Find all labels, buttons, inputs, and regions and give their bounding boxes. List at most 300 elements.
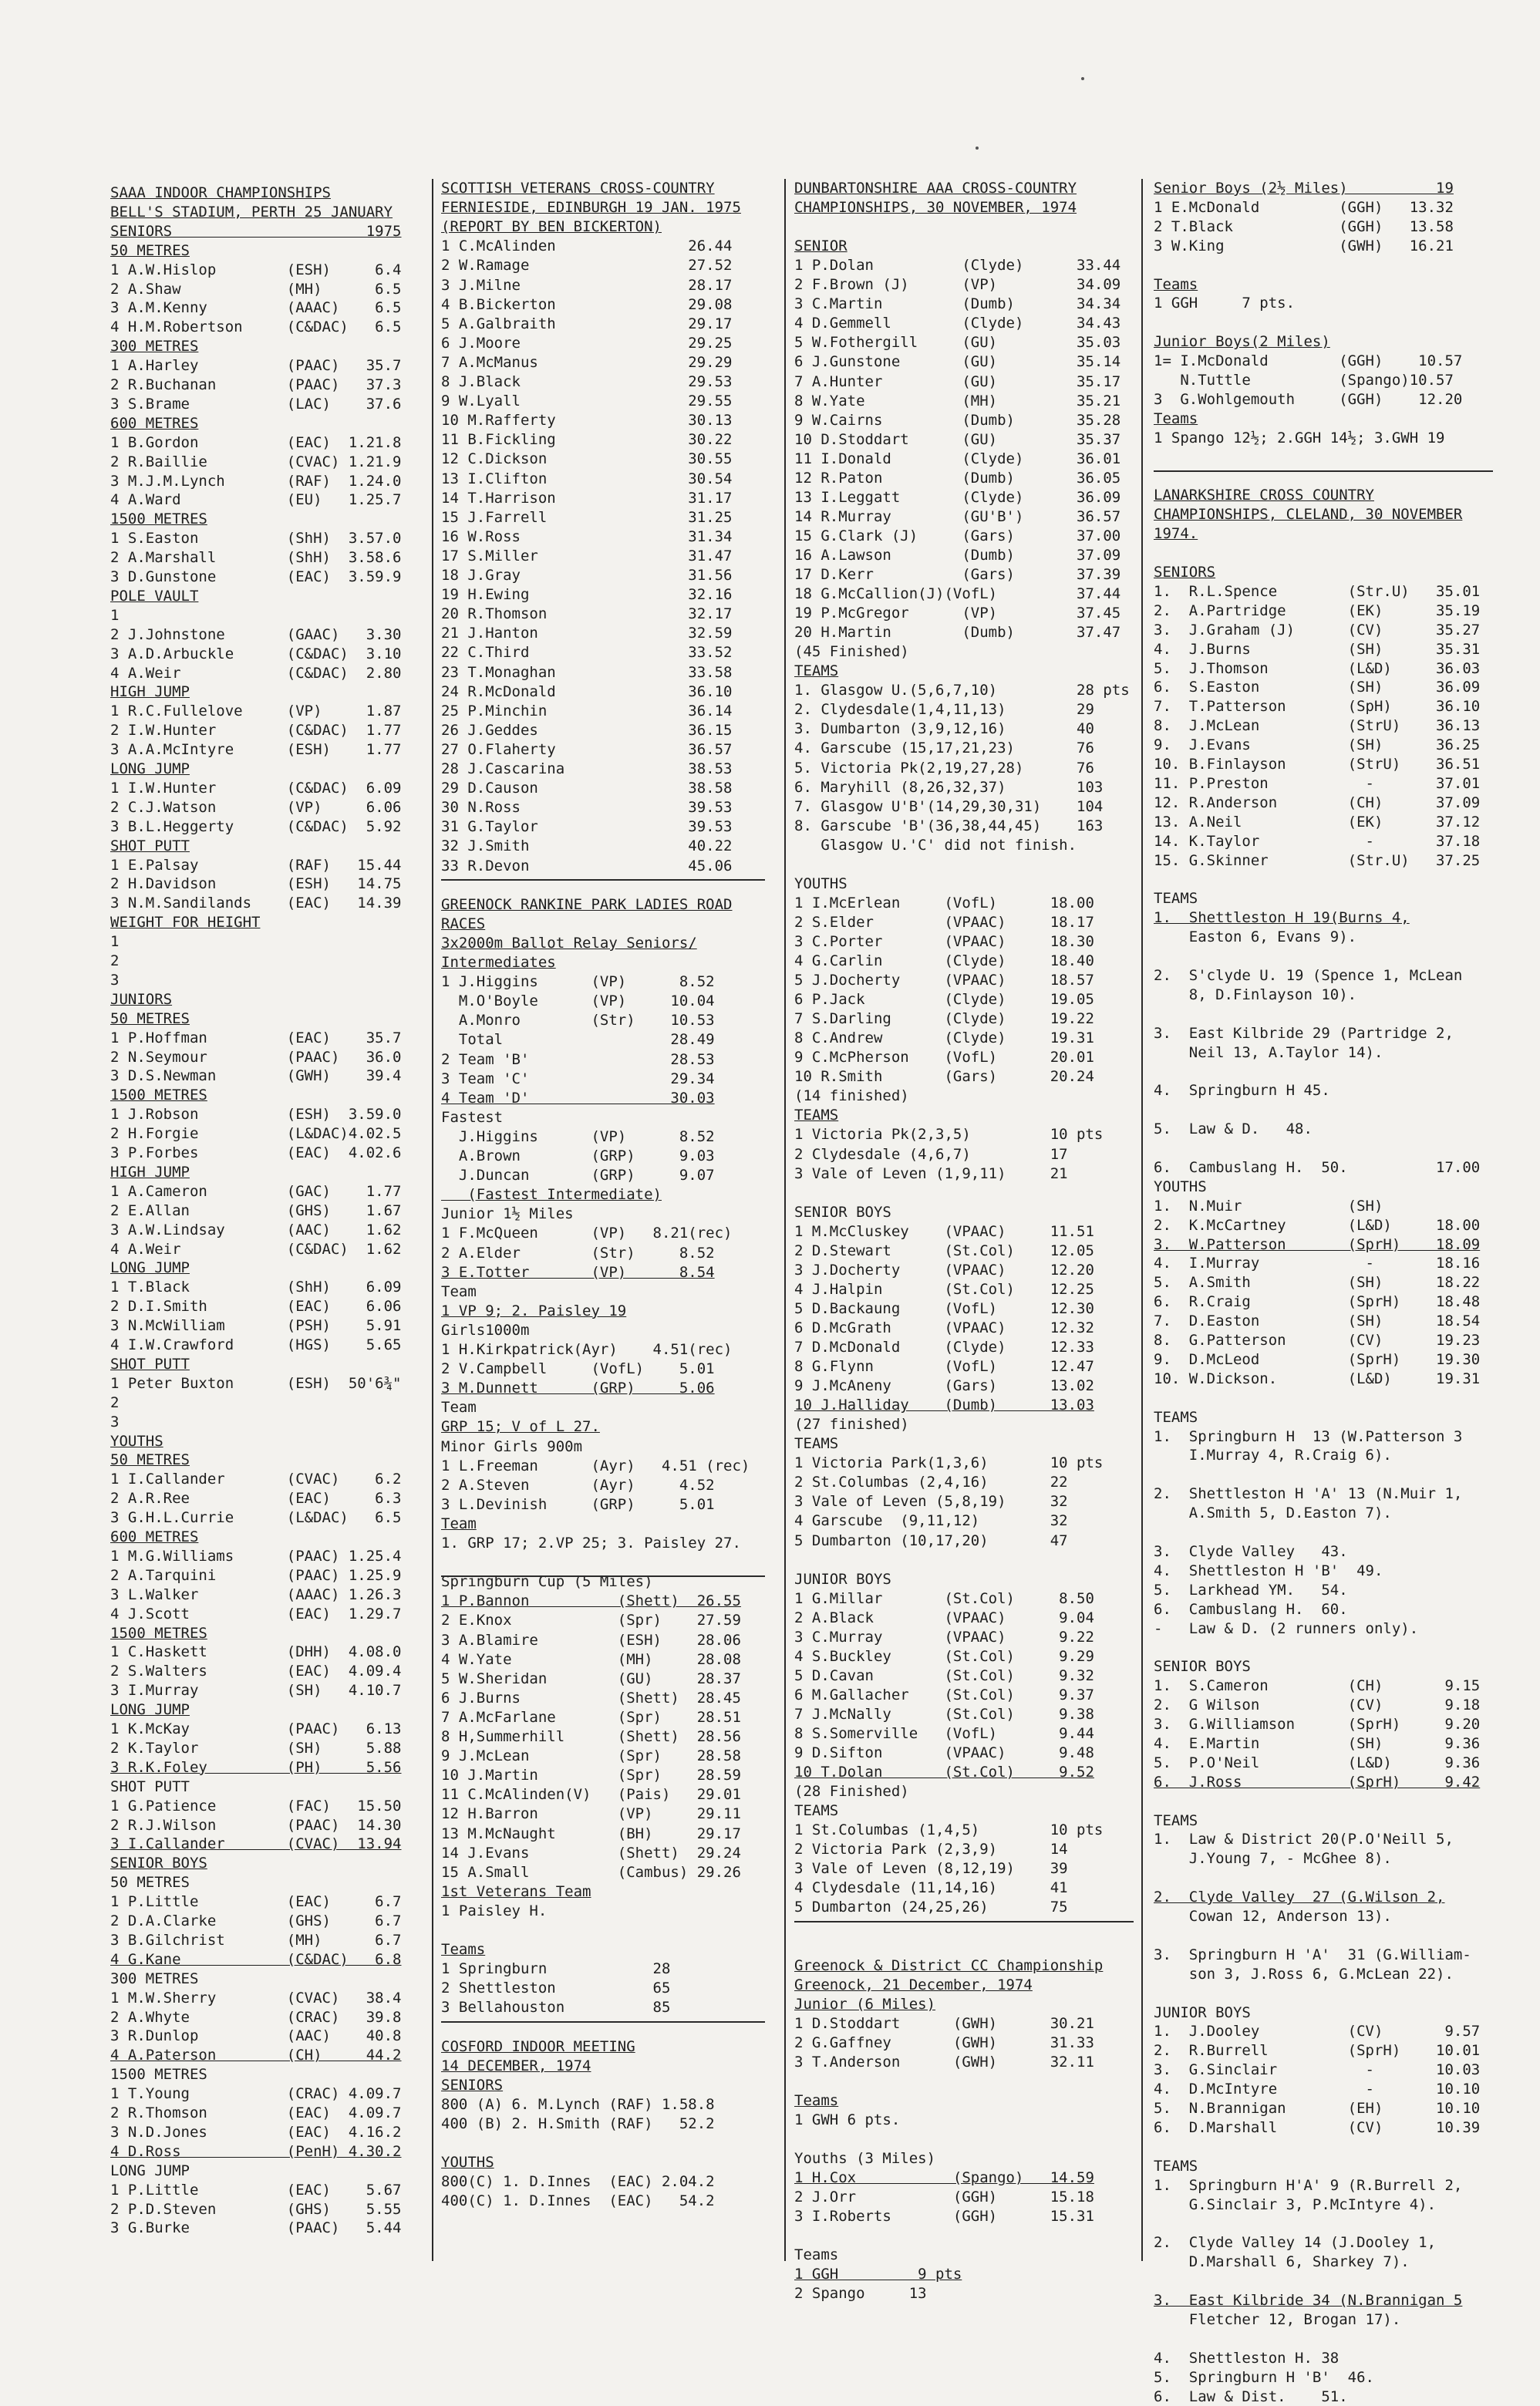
text-line: Junior Boys(2 Miles) bbox=[1154, 333, 1330, 351]
text-line: YOUTHS bbox=[441, 2154, 494, 2172]
text-line: Springburn Cup (5 Miles) bbox=[441, 1573, 653, 1591]
text-line: 1 Springburn 28 bbox=[441, 1960, 671, 1978]
text-line: 6. Maryhill (8,26,32,37) 103 bbox=[794, 778, 1104, 796]
text-line: 1 K.McKay (PAAC) 6.13 bbox=[110, 1720, 402, 1737]
text-line: 3 R.K.Foley (PH) 5.56 bbox=[110, 1758, 402, 1776]
text-line: 2 R.Buchanan (PAAC) 37.3 bbox=[110, 376, 402, 393]
text-line: 3 D.Gunstone (EAC) 3.59.9 bbox=[110, 568, 402, 585]
text-line: 2 A.Elder (Str) 8.52 bbox=[441, 1244, 715, 1262]
text-line: 7 A.McManus 29.29 bbox=[441, 353, 733, 371]
text-line: 8 W.Yate (MH) 35.21 bbox=[794, 392, 1121, 409]
text-line: Teams bbox=[794, 2246, 839, 2264]
text-line: TEAMS bbox=[1154, 2157, 1198, 2175]
text-line: 800(C) 1. D.Innes (EAC) 2.04.2 bbox=[441, 2173, 715, 2191]
text-line: 2. A.Partridge (EK) 35.19 bbox=[1154, 602, 1481, 619]
text-line: 4. Springburn H 45. bbox=[1154, 1082, 1330, 1100]
text-line: 5. P.O'Neil (L&D) 9.36 bbox=[1154, 1754, 1481, 1771]
text-line: 23 T.Monaghan 33.58 bbox=[441, 663, 733, 681]
text-line: 7. D.Easton (SH) 18.54 bbox=[1154, 1313, 1481, 1330]
text-line: 1. Springburn H'A' 9 (R.Burrell 2, bbox=[1154, 2176, 1463, 2194]
text-line: 6. Cambuslang H. 50. 17.00 bbox=[1154, 1158, 1481, 1176]
text-line: 4 A.Ward (EU) 1.25.7 bbox=[110, 491, 402, 509]
text-line: 12 C.Dickson 30.55 bbox=[441, 450, 733, 468]
text-line: 17 S.Miller 31.47 bbox=[441, 547, 733, 564]
text-line: 3 I.Murray (SH) 4.10.7 bbox=[110, 1682, 402, 1700]
text-line: 10. W.Dickson. (L&D) 19.31 bbox=[1154, 1370, 1481, 1387]
text-line: 1. S.Cameron (CH) 9.15 bbox=[1154, 1677, 1481, 1695]
text-line: 10 D.Stoddart (GU) 35.37 bbox=[794, 430, 1121, 448]
text-line: 3 M.J.M.Lynch (RAF) 1.24.0 bbox=[110, 472, 402, 490]
text-line: 3 T.Anderson (GWH) 32.11 bbox=[794, 2053, 1094, 2071]
text-line: 3 P.Forbes (EAC) 4.02.6 bbox=[110, 1144, 402, 1161]
text-line: 6. R.Craig (SprH) 18.48 bbox=[1154, 1293, 1481, 1311]
text-line: 2 A.Whyte (CRAC) 39.8 bbox=[110, 2008, 402, 2026]
text-line: SENIOR BOYS bbox=[794, 1203, 891, 1221]
text-line: 2. Clyde Valley 14 (J.Dooley 1, bbox=[1154, 2234, 1437, 2252]
text-line: TEAMS bbox=[794, 1435, 839, 1453]
text-line: A.Brown (GRP) 9.03 bbox=[441, 1147, 715, 1164]
text-line: 32 J.Smith 40.22 bbox=[441, 837, 733, 855]
text-line: 1. Law & District 20(P.O'Neill 5, bbox=[1154, 1831, 1454, 1848]
text-line: Teams bbox=[441, 1941, 486, 1959]
text-line: 2 Team 'B' 28.53 bbox=[441, 1050, 715, 1068]
text-line: 2 R.J.Wilson (PAAC) 14.30 bbox=[110, 1816, 402, 1834]
text-line: 2 bbox=[110, 1393, 120, 1411]
text-line: 7. Glasgow U'B'(14,29,30,31) 104 bbox=[794, 797, 1104, 815]
text-line: 2. Clydesdale(1,4,11,13) 29 bbox=[794, 701, 1094, 719]
text-line: SENIORS bbox=[441, 2076, 504, 2094]
text-line: 29 D.Causon 38.58 bbox=[441, 780, 733, 797]
text-line: 5. Springburn H 'B' 46. bbox=[1154, 2368, 1374, 2386]
text-line: 1 P.Little (EAC) 6.7 bbox=[110, 1893, 402, 1911]
text-line: 1. J.Dooley (CV) 9.57 bbox=[1154, 2023, 1481, 2040]
text-line: LONG JUMP bbox=[110, 2162, 190, 2179]
text-line: 5. A.Smith (SH) 18.22 bbox=[1154, 1274, 1481, 1292]
text-line: 3. G.Williamson (SprH) 9.20 bbox=[1154, 1716, 1481, 1733]
text-line: A.Monro (Str) 10.53 bbox=[441, 1012, 715, 1029]
section-divider bbox=[441, 2021, 765, 2023]
text-line: 2 A.Tarquini (PAAC) 1.25.9 bbox=[110, 1566, 402, 1584]
text-line: 3 G.Wohlgemouth (GGH) 12.20 bbox=[1154, 390, 1463, 408]
text-line: Glasgow U.'C' did not finish. bbox=[794, 836, 1077, 854]
text-line: 9. J.Evans (SH) 36.25 bbox=[1154, 736, 1481, 754]
text-line: 3 N.M.Sandilands (EAC) 14.39 bbox=[110, 895, 402, 912]
text-line: 6. S.Easton (SH) 36.09 bbox=[1154, 679, 1481, 696]
text-line: YOUTHS bbox=[110, 1432, 163, 1450]
text-line: YOUTHS bbox=[794, 874, 848, 892]
text-line: 7 A.Hunter (GU) 35.17 bbox=[794, 372, 1121, 390]
text-line: 3 G.H.L.Currie (L&DAC) 6.5 bbox=[110, 1509, 402, 1527]
text-line: 14. K.Taylor - 37.18 bbox=[1154, 832, 1481, 850]
text-line: 3x2000m Ballot Relay Seniors/ bbox=[441, 934, 697, 952]
text-line: 4 G.Carlin (Clyde) 18.40 bbox=[794, 952, 1094, 969]
text-line: Greenock, 21 December, 1974 bbox=[794, 1976, 1033, 1993]
text-line: 5. Larkhead YM. 54. bbox=[1154, 1581, 1348, 1599]
text-line: 4 H.M.Robertson (C&DAC) 6.5 bbox=[110, 318, 402, 336]
text-line: 13 I.Leggatt (Clyde) 36.09 bbox=[794, 488, 1121, 506]
text-line: Girls1000m bbox=[441, 1321, 530, 1339]
text-line: 2 A.Shaw (MH) 6.5 bbox=[110, 280, 402, 298]
text-line: 3 L.Walker (AAAC) 1.26.3 bbox=[110, 1585, 402, 1603]
text-line: 1 R.C.Fullelove (VP) 1.87 bbox=[110, 703, 402, 720]
text-line: 10 T.Dolan (St.Col) 9.52 bbox=[794, 1764, 1094, 1781]
text-line: 2 G.Gaffney (GWH) 31.33 bbox=[794, 2034, 1094, 2051]
text-line: 2 F.Brown (J) (VP) 34.09 bbox=[794, 276, 1121, 294]
text-line: 5. Law & D. 48. bbox=[1154, 1120, 1313, 1138]
text-line: 1 bbox=[110, 933, 120, 951]
text-line: Team bbox=[441, 1399, 477, 1417]
column-divider bbox=[1141, 179, 1143, 2261]
text-line: GREENOCK RANKINE PARK LADIES ROAD bbox=[441, 895, 733, 913]
text-line: 4. Shettleston H 'B' 49. bbox=[1154, 1562, 1383, 1579]
text-line: 2 T.Black (GGH) 13.58 bbox=[1154, 217, 1454, 235]
text-line: 2. S'clyde U. 19 (Spence 1, McLean bbox=[1154, 966, 1463, 984]
text-line: 50 METRES bbox=[110, 1874, 190, 1892]
text-line: SENIORS bbox=[1154, 564, 1216, 581]
text-line: 14 R.Murray (GU'B') 36.57 bbox=[794, 507, 1121, 525]
text-line: 1 H.Kirkpatrick(Ayr) 4.51(rec) bbox=[441, 1341, 733, 1358]
text-line: 13 M.McNaught (BH) 29.17 bbox=[441, 1825, 741, 1842]
text-line: TEAMS bbox=[1154, 890, 1198, 908]
text-line: 3 C.Porter (VPAAC) 18.30 bbox=[794, 932, 1094, 950]
text-line: BELL'S STADIUM, PERTH 25 JANUARY bbox=[110, 203, 393, 221]
text-line: 5 Dumbarton (10,17,20) 47 bbox=[794, 1532, 1068, 1549]
text-line: 17 D.Kerr (Gars) 37.39 bbox=[794, 566, 1121, 583]
text-line: 11 C.McAlinden(V) (Pais) 29.01 bbox=[441, 1786, 741, 1804]
text-line: 12 H.Barron (VP) 29.11 bbox=[441, 1805, 741, 1823]
text-line: 4. E.Martin (SH) 9.36 bbox=[1154, 1734, 1481, 1752]
text-line: 3 M.Dunnett (GRP) 5.06 bbox=[441, 1380, 715, 1397]
text-line: 14 J.Evans (Shett) 29.24 bbox=[441, 1844, 741, 1862]
text-line: 4. I.Murray - 18.16 bbox=[1154, 1255, 1481, 1272]
text-line: 13 I.Clifton 30.54 bbox=[441, 470, 733, 487]
text-line: 2 V.Campbell (VofL) 5.01 bbox=[441, 1360, 715, 1378]
text-line: 3 Team 'C' 29.34 bbox=[441, 1070, 715, 1087]
text-line: 25 P.Minchin 36.14 bbox=[441, 702, 733, 719]
text-line: JUNIOR BOYS bbox=[794, 1570, 891, 1588]
text-line: 1 I.Callander (CVAC) 6.2 bbox=[110, 1471, 402, 1488]
text-line: 1 H.Cox (Spango) 14.59 bbox=[794, 2169, 1094, 2187]
text-line: 3 G.Burke (PAAC) 5.44 bbox=[110, 2219, 402, 2237]
text-line: 1 D.Stoddart (GWH) 30.21 bbox=[794, 2014, 1094, 2032]
text-line: 6 J.Burns (Shett) 28.45 bbox=[441, 1689, 741, 1707]
text-line: J.Duncan (GRP) 9.07 bbox=[441, 1167, 715, 1184]
text-line: 24 R.McDonald 36.10 bbox=[441, 682, 733, 700]
text-line: 1. N.Muir (SH) bbox=[1154, 1197, 1383, 1215]
text-line: 1 Paisley H. bbox=[441, 1902, 548, 1919]
text-line: 9 W.Lyall 29.55 bbox=[441, 393, 733, 410]
text-line: Senior Boys (2½ Miles) 19 bbox=[1154, 180, 1454, 197]
text-line: 11 B.Fickling 30.22 bbox=[441, 431, 733, 449]
text-line: 300 METRES bbox=[110, 1970, 199, 1987]
text-line: Intermediates bbox=[441, 954, 556, 971]
text-line: TEAMS bbox=[1154, 1811, 1198, 1829]
text-line: 4 Clydesdale (11,14,16) 41 bbox=[794, 1879, 1068, 1897]
scan-mark bbox=[1081, 77, 1084, 80]
text-line: Junior 1½ Miles bbox=[441, 1205, 574, 1223]
text-line: 2 I.W.Hunter (C&DAC) 1.77 bbox=[110, 722, 402, 740]
text-line: 1 Peter Buxton (ESH) 50'6¾" bbox=[110, 1374, 402, 1392]
text-line: 3 L.Devinish (GRP) 5.01 bbox=[441, 1495, 715, 1513]
text-line: 4 D.Ross (PenH) 4.30.2 bbox=[110, 2142, 402, 2160]
text-line: TEAMS bbox=[1154, 1408, 1198, 1426]
text-line: 21 J.Hanton 32.59 bbox=[441, 625, 733, 642]
text-line: 800 (A) 6. M.Lynch (RAF) 1.58.8 bbox=[441, 2095, 715, 2113]
text-line: 1 P.Little (EAC) 5.67 bbox=[110, 2181, 402, 2199]
text-line: 50 METRES bbox=[110, 1009, 190, 1027]
text-line: Junior (6 Miles) bbox=[794, 1995, 936, 2013]
text-line: 19 H.Ewing 32.16 bbox=[441, 586, 733, 604]
text-line: 6. J.Ross (SprH) 9.42 bbox=[1154, 1773, 1481, 1791]
text-line: 14 DECEMBER, 1974 bbox=[441, 2057, 591, 2074]
text-line: J.Higgins (VP) 8.52 bbox=[441, 1127, 715, 1145]
text-line: 3 W.King (GWH) 16.21 bbox=[1154, 237, 1454, 254]
text-line: Greenock & District CC Championship bbox=[794, 1956, 1104, 1974]
section-divider bbox=[794, 1921, 1134, 1922]
text-line: 300 METRES bbox=[110, 338, 199, 356]
text-line: 600 METRES bbox=[110, 1528, 199, 1545]
text-line: 6 D.McGrath (VPAAC) 12.32 bbox=[794, 1319, 1094, 1336]
text-line: 3. East Kilbride 29 (Partridge 2, bbox=[1154, 1024, 1454, 1042]
text-line: 2 J.Orr (GGH) 15.18 bbox=[794, 2189, 1094, 2206]
text-line: 2 A.Steven (Ayr) 4.52 bbox=[441, 1476, 715, 1494]
text-line: 2 P.D.Steven (GHS) 5.55 bbox=[110, 2200, 402, 2218]
text-line: 1 C.McAlinden 26.44 bbox=[441, 238, 733, 255]
text-line: 1500 METRES bbox=[110, 1624, 207, 1642]
text-line: 2 St.Columbas (2,4,16) 22 bbox=[794, 1474, 1068, 1491]
text-line: 1 GWH 6 pts. bbox=[794, 2111, 901, 2128]
text-line: 1 M.McCluskey (VPAAC) 11.51 bbox=[794, 1222, 1094, 1240]
text-line: 5 J.Docherty (VPAAC) 18.57 bbox=[794, 972, 1094, 989]
text-line: COSFORD INDOOR MEETING bbox=[441, 2037, 635, 2055]
text-line: 3 E.Totter (VP) 8.54 bbox=[441, 1263, 715, 1281]
text-line: 10 R.Smith (Gars) 20.24 bbox=[794, 1068, 1094, 1086]
text-line: 10 J.Halliday (Dumb) 13.03 bbox=[794, 1397, 1094, 1414]
text-line: 2 H.Forgie (L&DAC)4.02.5 bbox=[110, 1125, 402, 1143]
text-line: 1 E.McDonald (GGH) 13.32 bbox=[1154, 198, 1454, 216]
text-line: 16 A.Lawson (Dumb) 37.09 bbox=[794, 546, 1121, 564]
text-line: 2 D.I.Smith (EAC) 6.06 bbox=[110, 1298, 402, 1316]
text-line: 18 G.McCallion(J)(VofL) 37.44 bbox=[794, 585, 1121, 603]
text-line: 3 Bellahouston 85 bbox=[441, 1999, 671, 2017]
text-line: 4. Shettleston H. 38 bbox=[1154, 2349, 1339, 2367]
text-line: 3 A.M.Kenny (AAAC) 6.5 bbox=[110, 299, 402, 317]
text-line: 1974. bbox=[1154, 525, 1198, 543]
text-line: LANARKSHIRE CROSS COUNTRY bbox=[1154, 487, 1374, 504]
scan-mark bbox=[976, 147, 979, 150]
text-line: 5 W.Fothergill (GU) 35.03 bbox=[794, 334, 1121, 352]
text-line: 3 B.Gilchrist (MH) 6.7 bbox=[110, 1931, 402, 1949]
text-line: 3 S.Brame (LAC) 37.6 bbox=[110, 395, 402, 413]
text-line: 1500 METRES bbox=[110, 1087, 207, 1104]
text-line: POLE VAULT bbox=[110, 587, 199, 605]
text-line: 22 C.Third 33.52 bbox=[441, 644, 733, 662]
text-line: 1500 METRES bbox=[110, 511, 207, 528]
text-line: 1. GRP 17; 2.VP 25; 3. Paisley 27. bbox=[441, 1535, 741, 1552]
text-line: CHAMPIONSHIPS, 30 NOVEMBER, 1974 bbox=[794, 199, 1077, 217]
text-line: Neil 13, A.Taylor 14). bbox=[1154, 1043, 1383, 1061]
text-line: 8. G.Patterson (CV) 19.23 bbox=[1154, 1332, 1481, 1349]
text-line: 20 H.Martin (Dumb) 37.47 bbox=[794, 624, 1121, 642]
text-line: 1. Glasgow U.(5,6,7,10) 28 pts bbox=[794, 682, 1130, 699]
text-line: 5. J.Thomson (L&D) 36.03 bbox=[1154, 659, 1481, 677]
text-line: 1 C.Haskett (DHH) 4.08.0 bbox=[110, 1643, 402, 1661]
text-line: TEAMS bbox=[794, 1107, 839, 1124]
text-line: 7 J.McNally (St.Col) 9.38 bbox=[794, 1705, 1094, 1723]
text-line: 3. G.Sinclair - 10.03 bbox=[1154, 2061, 1481, 2079]
text-line: 1st Veterans Team bbox=[441, 1882, 591, 1900]
text-line: 3 Vale of Leven (8,12,19) 39 bbox=[794, 1860, 1068, 1878]
text-line: 1 T.Black (ShH) 6.09 bbox=[110, 1279, 402, 1296]
text-line: SENIOR BOYS bbox=[1154, 1658, 1251, 1676]
text-line: 3 A.W.Lindsay (AAC) 1.62 bbox=[110, 1221, 402, 1238]
text-line: 6. Cambuslang H. 60. bbox=[1154, 1600, 1348, 1618]
text-line: 3 N.McWilliam (PSH) 5.91 bbox=[110, 1317, 402, 1335]
text-line: 1 A.Harley (PAAC) 35.7 bbox=[110, 357, 402, 375]
text-line: 2. Clyde Valley 27 (G.Wilson 2, bbox=[1154, 1889, 1445, 1906]
text-line: FERNIESIDE, EDINBURGH 19 JAN. 1975 bbox=[441, 199, 741, 217]
text-line: 1 L.Freeman (Ayr) 4.51 (rec) bbox=[441, 1457, 750, 1474]
text-line: 4. Garscube (15,17,21,23) 76 bbox=[794, 740, 1094, 757]
text-line: 3. Dumbarton (3,9,12,16) 40 bbox=[794, 720, 1094, 738]
text-line: 4 S.Buckley (St.Col) 9.29 bbox=[794, 1647, 1094, 1665]
text-line: 600 METRES bbox=[110, 414, 199, 432]
text-line: 10 M.Rafferty 30.13 bbox=[441, 412, 733, 430]
text-line: 1 G.Millar (St.Col) 8.50 bbox=[794, 1589, 1094, 1607]
text-line: 3 N.D.Jones (EAC) 4.16.2 bbox=[110, 2123, 402, 2141]
text-line: 400(C) 1. D.Innes (EAC) 54.2 bbox=[441, 2192, 715, 2210]
text-line: 3 I.Callander (CVAC) 13.94 bbox=[110, 1835, 402, 1853]
text-line: D.Marshall 6, Sharkey 7). bbox=[1154, 2253, 1410, 2271]
text-line: 2. K.McCartney (L&D) 18.00 bbox=[1154, 1216, 1481, 1234]
text-line: 1 A.Cameron (GAC) 1.77 bbox=[110, 1182, 402, 1200]
section-divider bbox=[441, 1575, 765, 1577]
text-line: 2 E.Knox (Spr) 27.59 bbox=[441, 1612, 741, 1629]
text-line: 7 D.McDonald (Clyde) 12.33 bbox=[794, 1339, 1094, 1356]
text-line: 2 C.J.Watson (VP) 6.06 bbox=[110, 798, 402, 816]
text-line: 1 I.McErlean (VofL) 18.00 bbox=[794, 894, 1094, 912]
text-line: 1 P.Bannon (Shett) 26.55 bbox=[441, 1592, 741, 1610]
text-line: Youths (3 Miles) bbox=[794, 2150, 936, 2168]
text-line: 5 Dumbarton (24,25,26) 75 bbox=[794, 1899, 1068, 1916]
text-line: 30 N.Ross 39.53 bbox=[441, 799, 733, 817]
text-line: 20 R.Thomson 32.17 bbox=[441, 605, 733, 623]
text-line: 3 C.Martin (Dumb) 34.34 bbox=[794, 295, 1121, 313]
text-line: 2 H.Davidson (ESH) 14.75 bbox=[110, 875, 402, 893]
text-line: 50 METRES bbox=[110, 1451, 190, 1469]
text-line: 1 P.Dolan (Clyde) 33.44 bbox=[794, 257, 1121, 275]
text-line: SENIOR bbox=[794, 238, 848, 255]
text-line: RACES bbox=[441, 915, 486, 932]
text-line: 2 A.Marshall (ShH) 3.58.6 bbox=[110, 549, 402, 567]
text-line: Teams bbox=[1154, 409, 1198, 427]
text-line: 8. Garscube 'B'(36,38,44,45) 163 bbox=[794, 817, 1104, 834]
text-line: 5. Victoria Pk(2,19,27,28) 76 bbox=[794, 759, 1094, 777]
text-line: (REPORT BY BEN BICKERTON) bbox=[441, 218, 662, 236]
text-line: (27 finished) bbox=[794, 1416, 909, 1434]
text-line: 1 S.Easton (ShH) 3.57.0 bbox=[110, 530, 402, 548]
text-line: 4 Team 'D' 30.03 bbox=[441, 1089, 715, 1107]
text-line: SENIORS 1975 bbox=[110, 222, 402, 240]
text-line: 3 J.Docherty (VPAAC) 12.20 bbox=[794, 1261, 1094, 1279]
text-line: 1 T.Young (CRAC) 4.09.7 bbox=[110, 2085, 402, 2103]
text-line: 6 J.Gunstone (GU) 35.14 bbox=[794, 353, 1121, 371]
text-line: 2 Clydesdale (4,6,7) 17 bbox=[794, 1145, 1068, 1163]
text-line: 1 VP 9; 2. Paisley 19 bbox=[441, 1302, 627, 1319]
text-line: 2 Spango 13 bbox=[794, 2285, 927, 2303]
text-line: 2 S.Elder (VPAAC) 18.17 bbox=[794, 913, 1094, 931]
text-line: 13. A.Neil (EK) 37.12 bbox=[1154, 813, 1481, 831]
text-line: 4 A.Paterson (CH) 44.2 bbox=[110, 2047, 402, 2064]
text-line: TEAMS bbox=[794, 1802, 839, 1820]
text-line: 3 Vale of Leven (5,8,19) 32 bbox=[794, 1493, 1068, 1511]
text-line: 1 J.Robson (ESH) 3.59.0 bbox=[110, 1106, 402, 1124]
text-line: TEAMS bbox=[794, 662, 839, 680]
text-line: 3. W.Patterson (SprH) 18.09 bbox=[1154, 1235, 1481, 1253]
column-divider bbox=[784, 179, 786, 2261]
text-line: CHAMPIONSHIPS, CLELAND, 30 NOVEMBER bbox=[1154, 506, 1463, 524]
text-line: 15 J.Farrell 31.25 bbox=[441, 508, 733, 526]
text-line: 15. G.Skinner (Str.U) 37.25 bbox=[1154, 851, 1481, 869]
text-line: 2. G Wilson (CV) 9.18 bbox=[1154, 1697, 1481, 1714]
text-line: LONG JUMP bbox=[110, 1259, 190, 1277]
text-line: 1 B.Gordon (EAC) 1.21.8 bbox=[110, 433, 402, 451]
text-line: 2 R.Thomson (EAC) 4.09.7 bbox=[110, 2104, 402, 2121]
text-line: 3. J.Graham (J) (CV) 35.27 bbox=[1154, 621, 1481, 639]
text-line: 2 bbox=[110, 952, 120, 969]
text-line: 1 A.W.Hislop (ESH) 6.4 bbox=[110, 261, 402, 278]
text-line: LONG JUMP bbox=[110, 760, 190, 777]
text-line: A.Smith 5, D.Easton 7). bbox=[1154, 1505, 1392, 1522]
text-line: 4 A.Weir (C&DAC) 2.80 bbox=[110, 664, 402, 682]
text-line: Team bbox=[441, 1282, 477, 1300]
text-line: 12 R.Paton (Dumb) 36.05 bbox=[794, 469, 1121, 487]
text-line: 3. Clyde Valley 43. bbox=[1154, 1542, 1348, 1560]
text-line: G.Sinclair 3, P.McIntyre 4). bbox=[1154, 2195, 1437, 2213]
text-line: Total 28.49 bbox=[441, 1031, 715, 1049]
text-line: 1. Springburn H 13 (W.Patterson 3 bbox=[1154, 1427, 1463, 1445]
text-line: Easton 6, Evans 9). bbox=[1154, 928, 1357, 946]
text-line: 4. D.McIntyre - 10.10 bbox=[1154, 2081, 1481, 2098]
text-line: 2 D.Stewart (St.Col) 12.05 bbox=[794, 1242, 1094, 1259]
text-line: (45 Finished) bbox=[794, 643, 909, 661]
text-line: 3. Springburn H 'A' 31 (G.William- bbox=[1154, 1946, 1471, 1963]
text-line: 1 St.Columbas (1,4,5) 10 pts bbox=[794, 1821, 1104, 1839]
text-line: 3 C.Murray (VPAAC) 9.22 bbox=[794, 1628, 1094, 1646]
text-line: 2 Shettleston 65 bbox=[441, 1980, 671, 1997]
text-line: SHOT PUTT bbox=[110, 1355, 190, 1373]
text-line: M.O'Boyle (VP) 10.04 bbox=[441, 992, 715, 1010]
text-line: 19 P.McGregor (VP) 37.45 bbox=[794, 605, 1121, 622]
text-line: 2 E.Allan (GHS) 1.67 bbox=[110, 1201, 402, 1219]
text-line: 2. R.Burrell (SprH) 10.01 bbox=[1154, 2042, 1481, 2060]
text-line: 4 Garscube (9,11,12) 32 bbox=[794, 1512, 1068, 1530]
text-line: 1 Victoria Park(1,3,6) 10 pts bbox=[794, 1454, 1104, 1472]
text-line: 12. R.Anderson (CH) 37.09 bbox=[1154, 794, 1481, 811]
text-line: N.Tuttle (Spango)10.57 bbox=[1154, 372, 1454, 389]
text-line: 1= I.McDonald (GGH) 10.57 bbox=[1154, 352, 1463, 370]
text-line: 1 bbox=[110, 606, 120, 624]
text-line: 5. N.Brannigan (EH) 10.10 bbox=[1154, 2100, 1481, 2117]
text-line: 4 J.Halpin (St.Col) 12.25 bbox=[794, 1280, 1094, 1298]
text-line: 6 P.Jack (Clyde) 19.05 bbox=[794, 991, 1094, 1009]
text-line: 400 (B) 2. H.Smith (RAF) 52.2 bbox=[441, 2115, 715, 2132]
text-line: 15 G.Clark (J) (Gars) 37.00 bbox=[794, 527, 1121, 544]
text-line: 9 J.McLean (Spr) 28.58 bbox=[441, 1747, 741, 1765]
text-line: Cowan 12, Anderson 13). bbox=[1154, 1908, 1392, 1925]
text-line: - Law & D. (2 runners only). bbox=[1154, 1619, 1419, 1637]
text-line: 2 A.R.Ree (EAC) 6.3 bbox=[110, 1490, 402, 1508]
